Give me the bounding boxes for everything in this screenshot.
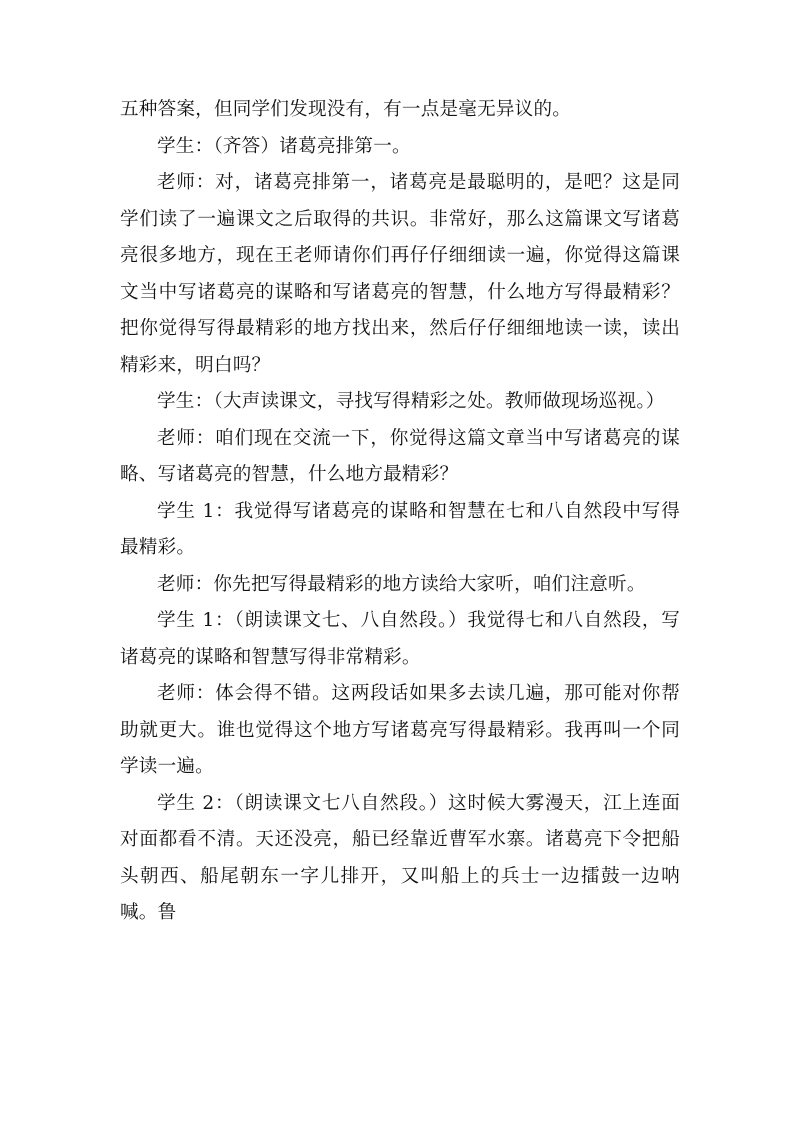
paragraph: 老师：咱们现在交流一下，你觉得这篇文章当中写诸葛亮的谋略、写诸葛亮的智慧，什么地方最精彩？: [120, 427, 680, 485]
document-page: [120, 92, 680, 932]
paragraph: 学生 1：我觉得写诸葛亮的谋略和智慧在七和八自然段中写得最精彩。: [120, 500, 680, 558]
paragraph: 五种答案，但同学们发现没有，有一点是毫无异议的。: [120, 99, 572, 120]
paragraph: 老师：你先把写得最精彩的地方读给大家听，咱们注意听。: [157, 573, 646, 595]
paragraph: 老师：体会得不错。这两段话如果多去读几遍，那可能对你帮助就更大。谁也觉得这个地方写诸葛亮写得最精彩。我再叫一个同学读一遍。: [120, 683, 680, 777]
paragraph: 老师：对，诸葛亮排第一，诸葛亮是最聪明的，是吧？这是同学们读了一遍课文之后取得的共识。非常好，那么这篇课文写诸葛亮很多地方，现在王老师请你们再仔仔细细读一遍，你觉得这篇课文当中写诸葛亮的谋略和写诸葛亮的智慧，什么地方写得最精彩？把你觉得写得最精彩的地方找出来，然后仔仔细细地读一读，读出精彩来，明白吗？: [120, 172, 680, 376]
paragraph: 学生：（齐答）诸葛亮排第一。: [157, 135, 411, 157]
paragraph: 学生：（大声读课文，寻找写得精彩之处。教师做现场巡视。）: [157, 391, 665, 412]
paragraph: 学生 2：（朗读课文七八自然段。）这时候大雾漫天，江上连面对面都看不清。天还没亮，船已经靠近曹军水寨。诸葛亮下令把船头朝西、船尾朝东一字儿排开，又叫船上的兵士一边擂鼓一边呐喊。鲁: [120, 792, 680, 923]
paragraph: 学生 1：（朗读课文七、八自然段。）我觉得七和八自然段，写诸葛亮的谋略和智慧写得非常精彩。: [120, 610, 680, 668]
